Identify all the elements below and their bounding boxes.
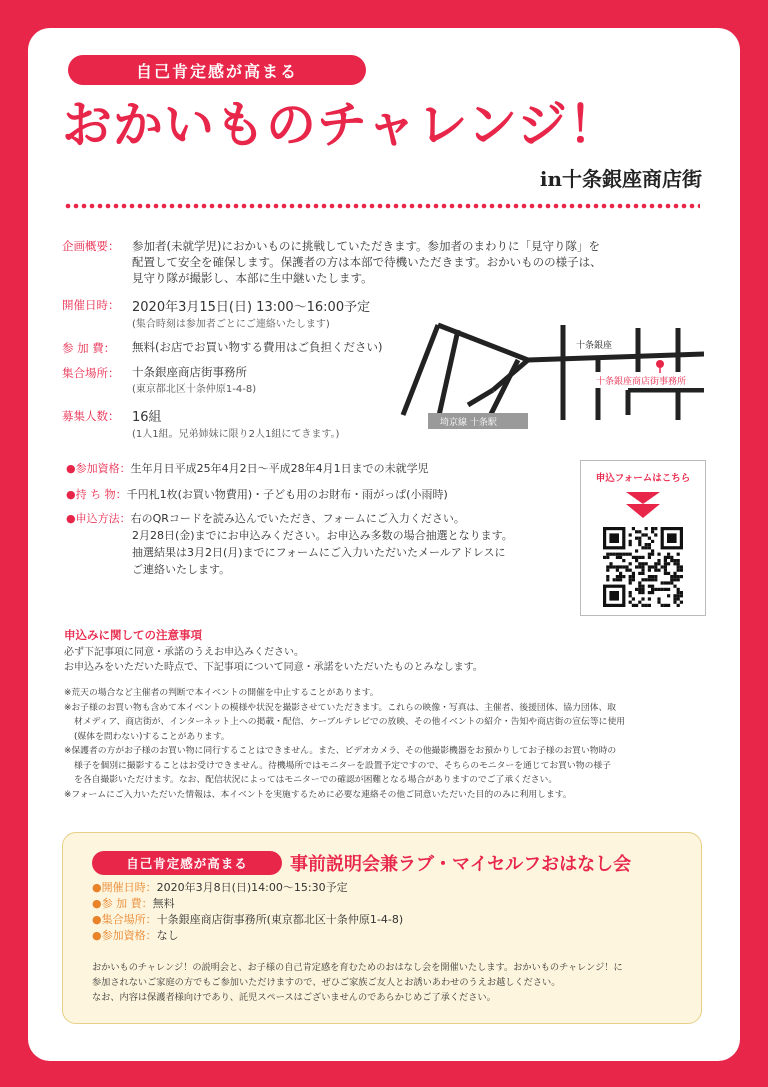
seminar-fee-text: 無料 <box>152 897 175 910</box>
detail-count <box>132 406 339 440</box>
application-label: ●申込方法： <box>66 512 131 525</box>
seminar-date-label: ●開催日時： <box>92 881 157 894</box>
notice-line-2: お申込みをいただいた時点で、下記事項について同意・承諾をいただいたものとみなします。 <box>64 662 483 673</box>
detail-place <box>132 364 256 395</box>
seminar-eligibility-text: なし <box>156 929 179 942</box>
place-main: 十条銀座商店街事務所 <box>132 365 247 379</box>
fine-line: を各自撮影いただけます。なお、配信状況によってはモニターでの確認が困難となる場合がありますのでご了承ください。 <box>74 775 558 785</box>
header-pill: 自己肯定感が高まる <box>68 55 366 85</box>
overview-line-3: 見守り隊が撮影し、本部に生中継いたします。 <box>132 271 373 285</box>
detail-label-fee: 参 加 費： <box>62 341 116 355</box>
map-road <box>403 325 438 415</box>
fine-line: ※保護者の方がお子様のお買い物に同行することはできません。また、ビデオカメラ、その他撮影機器をお預かりしてお子様のお買い物時の <box>64 746 617 756</box>
application-more-1: 2月28日(金)までにお申込みください。お申込み多数の場合抽選となります。 <box>132 529 513 542</box>
count-note: (1人1組。兄弟姉妹に限り2人1組にてきます。) <box>132 429 340 440</box>
fine-print <box>64 686 704 802</box>
seminar-pill: 自己肯定感が高まる <box>92 851 282 875</box>
application-more-2: 抽選結果は3月2日(月)までにフォームにご入力いただいたメールアドレスに <box>132 546 506 559</box>
map-street-label: 十条銀座 <box>576 341 613 351</box>
application-more <box>132 527 513 578</box>
detail-label-overview: 企画概要： <box>62 239 120 253</box>
overview-line-1: 参加者(未就学児)におかいものに挑戦していただきます。参加者のまわりに「見守り隊」を <box>132 239 601 253</box>
date-note: (集合時刻は参加者ごとにご連絡いたします) <box>132 319 330 330</box>
bullet-belongings <box>66 486 448 503</box>
detail-label-count: 募集人数： <box>62 409 120 423</box>
seminar-place-label: ●集合場所： <box>92 913 157 926</box>
seminar-row-fee <box>92 896 175 912</box>
fine-line: ※荒天の場合など主催者の判断で本イベントの開催を中止することがあります。 <box>64 688 379 698</box>
seminar-date-text: 2020年3月8日(日)14:00〜15:30予定 <box>156 881 348 894</box>
map-station-label: 埼京線 十条駅 <box>440 418 497 428</box>
seminar-desc-line: おかいものチャレンジ！の説明会と、お子様の自己肯定感を育むためのおはなし会を開催いたします。おかいものチャレンジ！に <box>92 962 623 973</box>
detail-date <box>132 296 370 330</box>
seminar-description <box>92 960 692 1005</box>
detail-label-date: 開催日時： <box>62 298 120 312</box>
seminar-row-date <box>92 880 348 896</box>
arrow-down-icon <box>622 490 664 522</box>
fine-line: (媒体を問わない)することがあります。 <box>74 731 230 742</box>
seminar-row-place <box>92 912 403 928</box>
qr-code[interactable] <box>603 527 683 607</box>
belongings-text: 千円札1枚(お買い物費用)・子ども用のお財布・雨がっぱ(小雨時) <box>126 488 448 501</box>
area-map <box>398 320 704 438</box>
fine-line: 材メディア、商店街が、インターネット上への掲載・配信、ケーブルテレビでの放映、その他イベントの紹介・告知や商店街の宣伝等に使用 <box>74 717 626 727</box>
eligibility-label: ●参加資格： <box>66 462 131 475</box>
eligibility-text: 生年月日平成25年4月2日〜平成28年4月1日までの未就学児 <box>130 462 429 475</box>
seminar-title: 事前説明会兼ラブ・マイセルフおはなし会 <box>290 854 632 875</box>
count-main: 16組 <box>132 410 162 425</box>
map-road <box>438 330 458 420</box>
map-pin-icon <box>656 360 664 368</box>
notice-lines <box>64 645 483 675</box>
fine-line: ※フォームにご入力いただいた情報は、本イベントを実施するために必要な連絡その他ご同意いただいた目的のみに利用します。 <box>64 789 572 800</box>
fine-line: ※お子様のお買い物も含めて本イベントの模様や状況を撮影させていただきます。これらの映像・写真は、主催者、後援団体、協力団体、取 <box>64 702 617 713</box>
application-more-3: ご連絡いたします。 <box>132 563 231 576</box>
detail-fee <box>132 339 382 355</box>
seminar-eligibility-label: ●参加資格： <box>92 929 157 942</box>
detail-overview <box>132 238 602 286</box>
place-note: (東京都北区十条仲原1-4-8) <box>132 384 257 395</box>
seminar-desc-line: 参加されないご家庭の方でもご参加いただけますので、ぜひご家族ご友人とお誘いあわせのうえお越しください。 <box>92 977 561 988</box>
detail-label-place: 集合場所： <box>62 366 120 380</box>
application-text: 右のQRコードを読み込んでいただき、フォームにご入力ください。 <box>130 512 465 525</box>
page-title: おかいものチャレンジ！ <box>62 95 619 154</box>
map-road <box>493 360 528 390</box>
map-office-label: 十条銀座商店街事務所 <box>596 377 687 387</box>
notice-line-1: 必ず下記事項に同意・承諾のうえお申込みください。 <box>64 647 304 658</box>
qr-label: 申込フォームはこちら <box>595 473 691 484</box>
overview-line-2: 配置して安全を確保します。保護者の方は本部で待機いただきます。おかいものの様子は、 <box>132 255 602 269</box>
seminar-row-eligibility <box>92 928 179 944</box>
fine-line: 様子を個別に撮影することはお受けできません。待機場所ではモニターを設置予定ですので、そちらのモニターを通じてお買い物の様子 <box>74 760 611 771</box>
seminar-place-text: 十条銀座商店街事務所(東京都北区十条仲原1-4-8) <box>156 913 404 926</box>
page-subtitle: in十条銀座商店街 <box>539 167 702 191</box>
map-road <box>468 390 493 405</box>
bullet-application <box>66 510 465 527</box>
date-main: 2020年3月15日(日) 13:00〜16:00予定 <box>132 300 371 315</box>
bullet-eligibility <box>66 460 429 477</box>
belongings-label: ●持 ち 物： <box>66 488 127 501</box>
seminar-desc-line: なお、内容は保護者様向けであり、託児スペースはございませんのであらかじめご了承ください。 <box>92 992 496 1003</box>
notice-title: 申込みに関しての注意事項 <box>64 628 202 642</box>
seminar-fee-label: ●参 加 費： <box>92 897 153 910</box>
fee-main: 無料(お店でお買い物する費用はご負担ください) <box>132 340 383 354</box>
dotted-divider <box>64 203 700 209</box>
